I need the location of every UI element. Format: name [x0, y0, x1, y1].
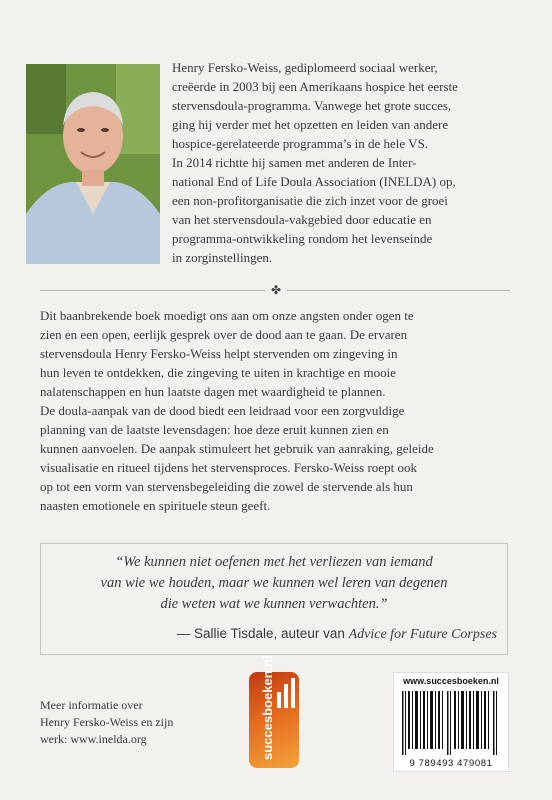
info-line: Meer informatie over	[40, 698, 143, 712]
info-line: werk: www.inelda.org	[40, 732, 147, 746]
description-line: Dit baanbrekende boek moedigt ons aan om onze angsten onder ogen te	[40, 308, 414, 323]
bio-line: in zorginstellingen.	[172, 250, 273, 265]
bio-line: In 2014 richtte hij samen met anderen de Inter-	[172, 155, 417, 170]
bio-line: creëerde in 2003 bij een Amerikaans hospice het eerste	[172, 79, 458, 94]
bio-line: van het stervensdoula-vakgebied door educatie en	[172, 212, 432, 227]
info-line: Henry Fersko-Weiss en zijn	[40, 715, 174, 729]
barcode	[393, 672, 509, 772]
bio-line: programma-ontwikkeling rondom het levenseinde	[172, 231, 433, 246]
description-line: op tot een vorm van stervensbegeleiding die zowel de stervende als hun	[40, 479, 413, 494]
description-line: stervensdoula Henry Fersko-Weiss helpt stervenden om zingeving in	[40, 346, 398, 361]
bio-line: ging hij verder met het opzetten en leiden van andere	[172, 117, 449, 132]
description-line: De doula-aanpak van de dood biedt een leidraad voor een zorgvuldige	[40, 403, 405, 418]
ornament-icon: ✤	[265, 283, 287, 297]
description-line: naasten emotionele en spirituele steun geeft.	[40, 498, 271, 513]
bio-line: stervensdoula-programma. Vanwege het grote succes,	[172, 98, 452, 113]
logo-text: succesboeken.nl	[260, 655, 275, 760]
description-line: kunnen aanvoelen. De aanpak stimuleert het gebruik van aanraking, geleide	[40, 441, 434, 456]
author-bio	[172, 58, 510, 267]
barcode-url: www.succesboeken.nl	[403, 676, 499, 686]
attribution-title: Advice for Future Corpses	[348, 627, 497, 642]
bio-line: national End of Life Doula Association (INELDA) op,	[172, 174, 456, 189]
bio-line: hospice-gerelateerde programma’s in de hele VS.	[172, 136, 429, 151]
book-description	[40, 306, 510, 515]
quote-box	[40, 543, 508, 655]
logo-bars-icon	[277, 678, 295, 708]
quote-line: van wie we houden, maar we kunnen wel leren van degenen	[100, 575, 448, 591]
quote-attribution	[177, 626, 497, 643]
description-line: hun leven te ontdekken, die zingeving te uiten in krachtige en mooie	[40, 365, 396, 380]
description-line: visualisatie en ritueel tijdens het stervensproces. Fersko-Weiss roept ook	[40, 460, 417, 475]
isbn-number: 9 789493 479081	[409, 758, 493, 769]
quote-line: “We kunnen niet oefenen met het verliezen van iemand	[115, 554, 433, 570]
more-info	[40, 697, 210, 748]
attribution-prefix: — Sallie Tisdale, auteur van	[176, 626, 349, 641]
publisher-logo	[249, 655, 299, 768]
quote-line: die weten wat we kunnen verwachten.”	[160, 596, 388, 612]
bio-line: Henry Fersko-Weiss, gediplomeerd sociaal werker,	[172, 60, 438, 75]
description-line: nalatenschappen en hun laatste dagen met waardigheid te plannen.	[40, 384, 386, 399]
description-line: zien en een open, eerlijk gesprek over de dood aan te gaan. De ervaren	[40, 327, 408, 342]
quote-text	[41, 552, 507, 615]
author-photo	[26, 64, 160, 264]
bio-line: een non-profitorganisatie die zich inzet voor de groei	[172, 193, 448, 208]
barcode-bars	[402, 691, 500, 755]
description-line: planning van de laatste levensdagen: hoe deze eruit kunnen zien en	[40, 422, 389, 437]
